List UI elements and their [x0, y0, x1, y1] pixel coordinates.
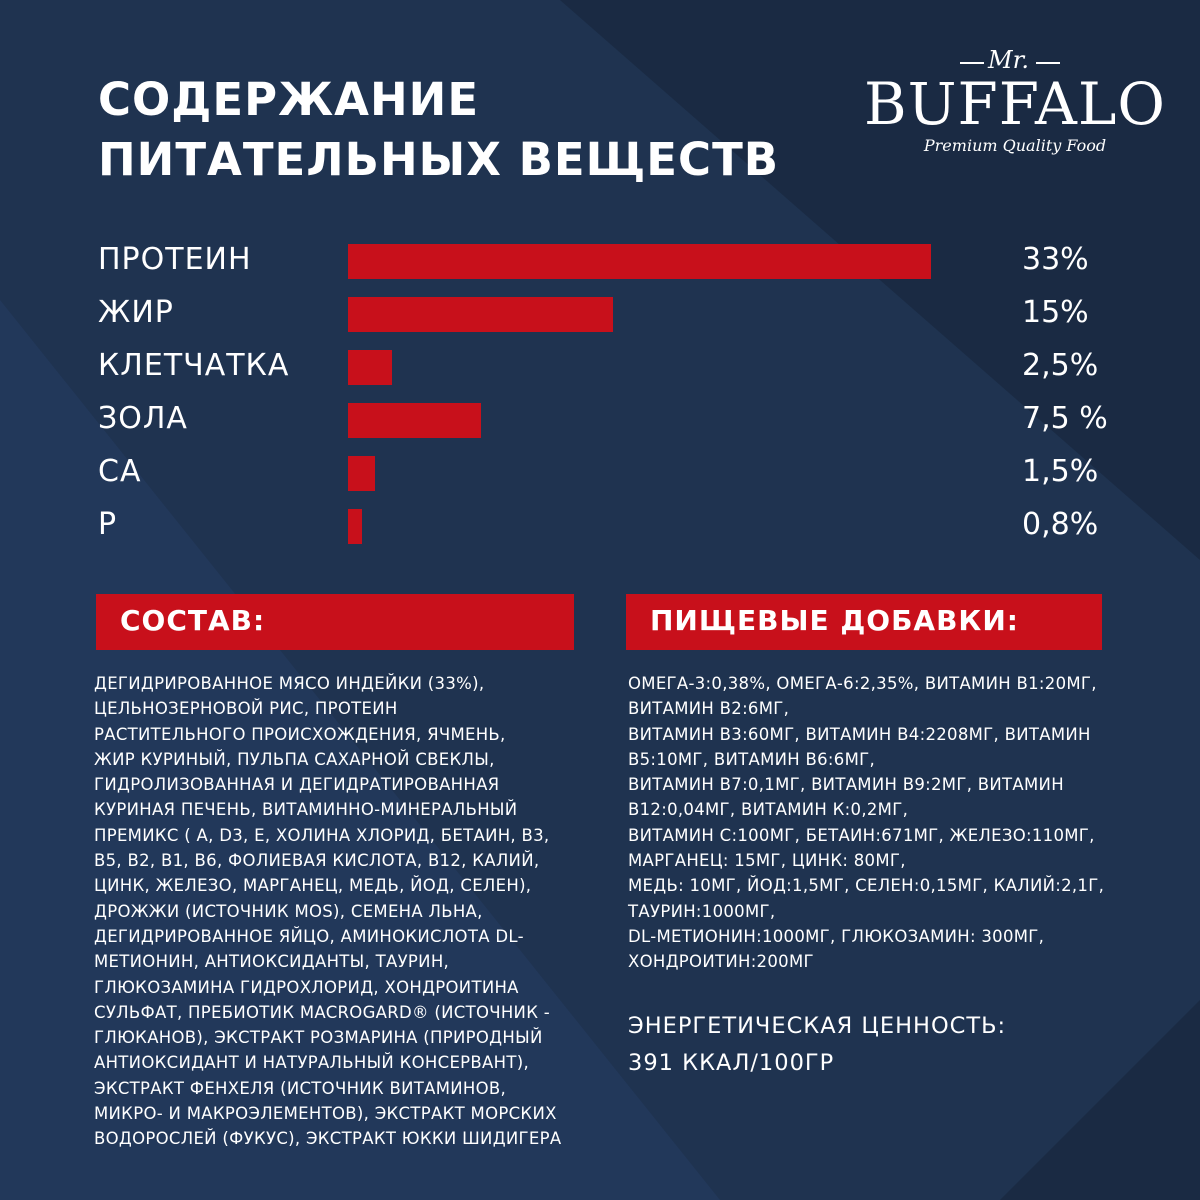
additives-header-text: ПИЩЕВЫЕ ДОБАВКИ:: [650, 604, 1019, 637]
energy-value: 391 ККАЛ/100ГР: [628, 1050, 835, 1076]
nutrient-row: [98, 238, 1168, 291]
composition-line: ГЛЮКАНОВ), ЭКСТРАКТ РОЗМАРИНА (ПРИРОДНЫЙ: [94, 1028, 543, 1048]
additives-line: ОМЕГА-3:0,38%, ОМЕГА-6:2,35%, ВИТАМИН В1:20МГ,: [628, 674, 1097, 693]
nutrient-bar: [348, 350, 392, 385]
additives-line: МАРГАНЕЦ: 15МГ, ЦИНК: 80МГ,: [628, 851, 906, 871]
composition-line: ВОДОРОСЛЕЙ (ФУКУС), ЭКСТРАКТ ЮККИ ШИДИГЕРА: [94, 1129, 562, 1149]
logo-brand: BUFFALO: [864, 70, 1166, 138]
additives-line: В12:0,04МГ, ВИТАМИН К:0,2МГ,: [628, 800, 909, 820]
nutrient-value: 15%: [1022, 295, 1089, 330]
composition-text: [94, 671, 561, 1152]
nutrient-row: [98, 503, 1168, 556]
nutrient-label: КЛЕТЧАТКА: [98, 348, 290, 383]
brand-logo: [860, 40, 1170, 170]
nutrient-bar: [348, 456, 375, 491]
nutrient-label: СА: [98, 454, 142, 489]
additives-line: ВИТАМИН С:100МГ, БЕТАИН:671МГ, ЖЕЛЕЗО:110МГ,: [628, 825, 1095, 845]
nutrient-chart: [98, 238, 1168, 556]
composition-line: СУЛЬФАТ, ПРЕБИОТИК MACROGARD® (ИСТОЧНИК -: [94, 1002, 551, 1022]
nutrient-value: 33%: [1022, 242, 1089, 277]
nutrient-value: 0,8%: [1022, 507, 1099, 542]
nutrient-value: 7,5 %: [1022, 401, 1108, 436]
nutrient-row: [98, 344, 1168, 397]
title-line-1: СОДЕРЖАНИЕ: [98, 73, 480, 126]
logo-rule-left: [960, 62, 984, 64]
composition-line: ЖИР КУРИНЫЙ, ПУЛЬПА САХАРНОЙ СВЕКЛЫ,: [94, 749, 495, 769]
logo-tagline: Premium Quality Food: [923, 136, 1107, 155]
composition-line: ЭКСТРАКТ ФЕНХЕЛЯ (ИСТОЧНИК ВИТАМИНОВ,: [94, 1078, 507, 1098]
additives-line: ВИТАМИН В2:6МГ,: [628, 699, 790, 719]
energy-block: [628, 1010, 1006, 1080]
composition-line: КУРИНАЯ ПЕЧЕНЬ, ВИТАМИННО-МИНЕРАЛЬНЫЙ: [94, 800, 518, 820]
composition-line: ЦИНК, ЖЕЛЕЗО, МАРГАНЕЦ, МЕДЬ, ЙОД, СЕЛЕН),: [94, 876, 532, 896]
page-title: [98, 70, 858, 190]
additives-line: В5:10МГ, ВИТАМИН В6:6МГ,: [628, 749, 876, 769]
logo-mr: Mr.: [988, 46, 1030, 74]
nutrient-bar: [348, 297, 613, 332]
composition-line: ГИДРОЛИЗОВАННАЯ И ДЕГИДРАТИРОВАННАЯ: [94, 775, 500, 795]
composition-line: ДЕГИДРИРОВАННОЕ ЯЙЦО, АМИНОКИСЛОТА DL-: [94, 926, 524, 946]
composition-line: ПРЕМИКС ( А, D3, Е, ХОЛИНА ХЛОРИД, БЕТАИН, В3,: [94, 825, 550, 845]
additives-header: [626, 594, 1102, 650]
composition-line: ГЛЮКОЗАМИНА ГИДРОХЛОРИД, ХОНДРОИТИНА: [94, 977, 519, 997]
composition-header-text: СОСТАВ:: [120, 604, 266, 637]
nutrient-row: [98, 291, 1168, 344]
additives-text: [628, 671, 1104, 975]
composition-header: [96, 594, 574, 650]
nutrient-value: 1,5%: [1022, 454, 1099, 489]
nutrient-row: [98, 397, 1168, 450]
additives-line: ХОНДРОИТИН:200МГ: [628, 952, 814, 972]
additives-line: ТАУРИН:1000МГ,: [628, 901, 776, 921]
title-line-2: ПИТАТЕЛЬНЫХ ВЕЩЕСТВ: [98, 133, 780, 186]
additives-line: DL-МЕТИОНИН:1000МГ, ГЛЮКОЗАМИН: 300МГ,: [628, 926, 1045, 946]
composition-line: РАСТИТЕЛЬНОГО ПРОИСХОЖДЕНИЯ, ЯЧМЕНЬ,: [94, 724, 506, 744]
nutrient-label: ЖИР: [98, 295, 174, 330]
nutrient-bar: [348, 244, 931, 279]
additives-line: МЕДЬ: 10МГ, ЙОД:1,5МГ, СЕЛЕН:0,15МГ, КАЛИЙ:2,1Г,: [628, 876, 1105, 896]
nutrient-bar: [348, 509, 362, 544]
composition-line: ЦЕЛЬНОЗЕРНОВОЙ РИС, ПРОТЕИН: [94, 699, 398, 719]
logo-rule-right: [1036, 62, 1060, 64]
energy-title: ЭНЕРГЕТИЧЕСКАЯ ЦЕННОСТЬ:: [628, 1013, 1007, 1039]
composition-line: МЕТИОНИН, АНТИОКСИДАНТЫ, ТАУРИН,: [94, 952, 450, 972]
composition-line: ДРОЖЖИ (ИСТОЧНИК MOS), СЕМЕНА ЛЬНА,: [94, 901, 483, 921]
additives-line: ВИТАМИН В7:0,1МГ, ВИТАМИН В9:2МГ, ВИТАМИН: [628, 775, 1064, 795]
composition-line: ДЕГИДРИРОВАННОЕ МЯСО ИНДЕЙКИ (33%),: [94, 674, 485, 693]
composition-line: МИКРО- И МАКРОЭЛЕМЕНТОВ), ЭКСТРАКТ МОРСКИХ: [94, 1104, 557, 1124]
composition-line: АНТИОКСИДАНТ И НАТУРАЛЬНЫЙ КОНСЕРВАНТ),: [94, 1053, 530, 1073]
nutrient-bar: [348, 403, 481, 438]
nutrient-row: [98, 450, 1168, 503]
additives-line: ВИТАМИН В3:60МГ, ВИТАМИН В4:2208МГ, ВИТАМИН: [628, 724, 1091, 744]
nutrient-label: ПРОТЕИН: [98, 242, 252, 277]
nutrient-value: 2,5%: [1022, 348, 1099, 383]
nutrient-label: Р: [98, 507, 118, 542]
nutrient-label: ЗОЛА: [98, 401, 188, 436]
composition-line: В5, В2, В1, В6, ФОЛИЕВАЯ КИСЛОТА, В12, КАЛИЙ,: [94, 851, 540, 871]
